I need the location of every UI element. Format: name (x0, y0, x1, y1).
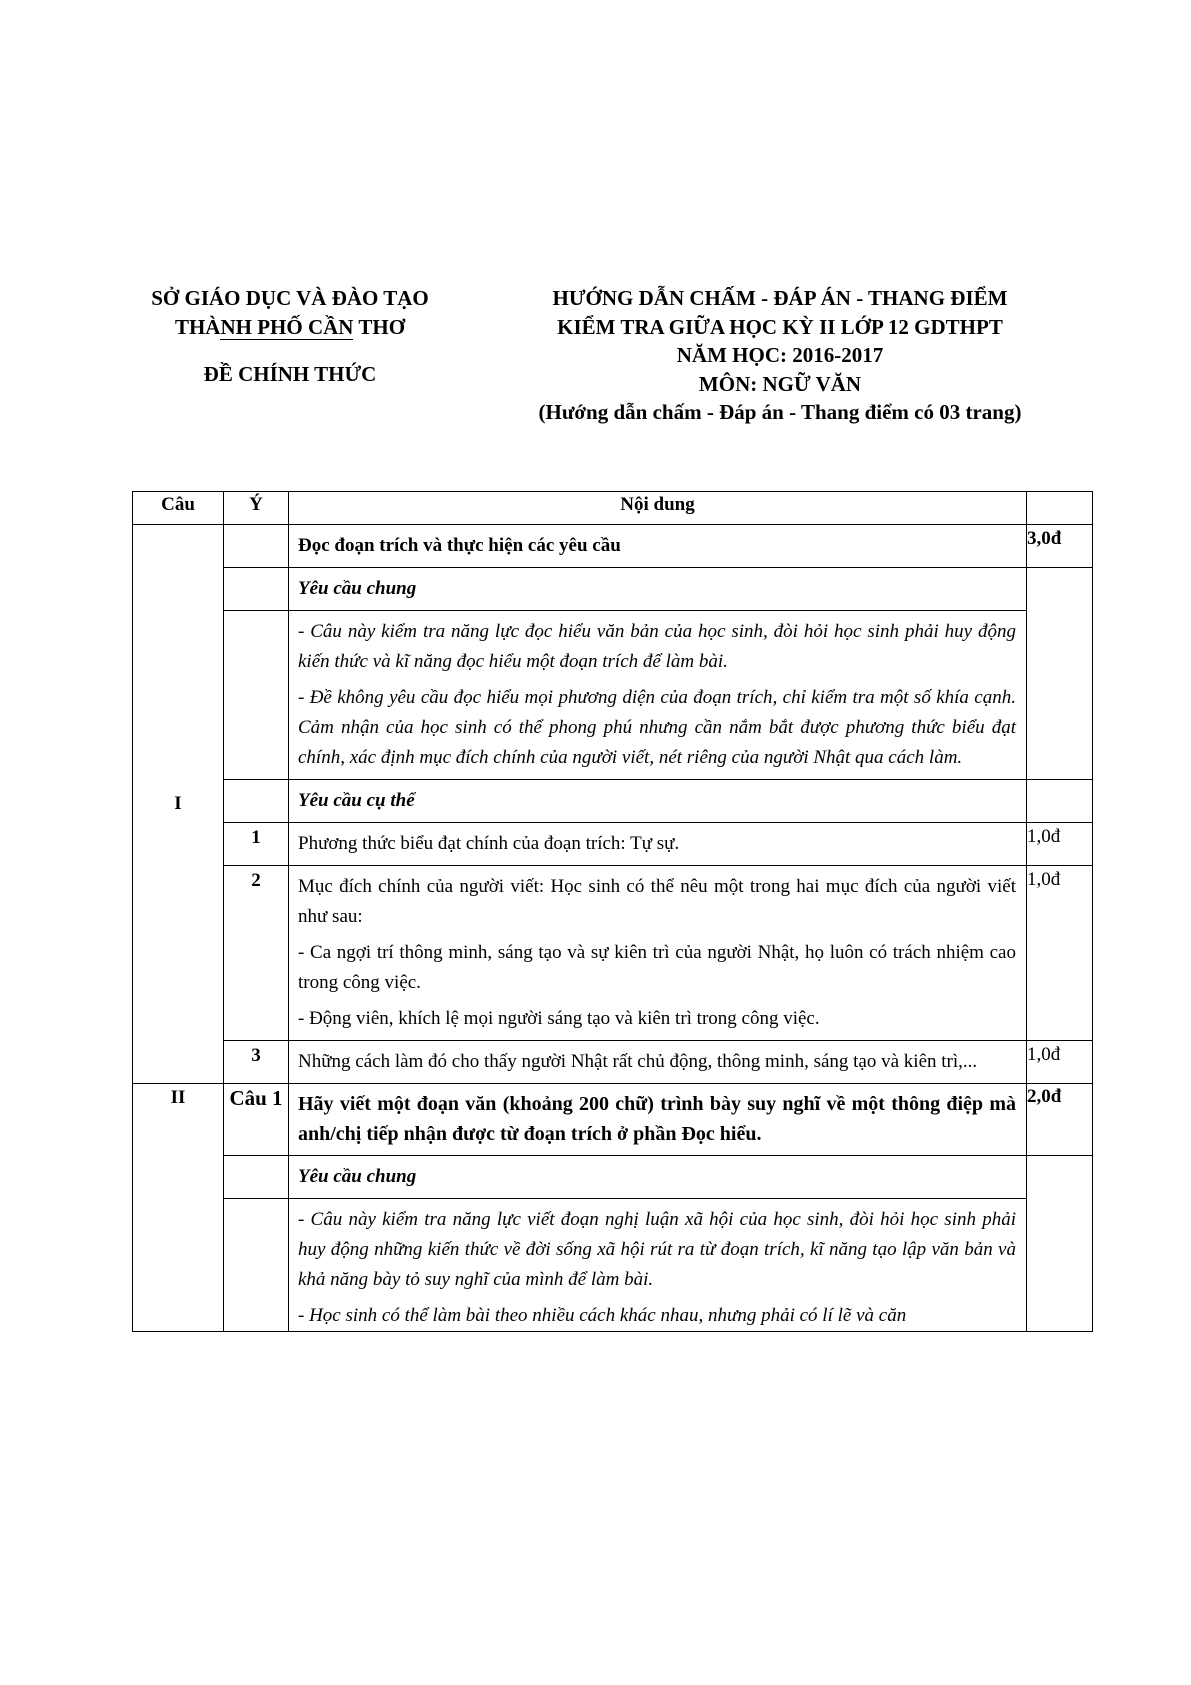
issuer-city-underlined: NH PHỐ CẦN (220, 315, 354, 339)
essay-question: Hãy viết một đoạn văn (khoảng 200 chữ) trình bày suy nghĩ về một thông điệp mà anh/chị tiếp nhận được từ đoạn trích ở phần Đọc hiểu. (298, 1092, 1016, 1145)
column-header-points (1027, 492, 1093, 525)
general-requirements (289, 1199, 1026, 1331)
official-label: ĐỀ CHÍNH THỨC (203, 362, 377, 386)
table-row (133, 1083, 1093, 1156)
general-requirements (289, 611, 1026, 779)
grading-table-part-2 (132, 1083, 1093, 1332)
subject: MÔN: NGỮ VĂN (698, 371, 862, 396)
points-value: 1,0đ (1027, 866, 1093, 1041)
document-title: HƯỚNG DẪN CHẤM - ĐÁP ÁN - THANG ĐIỂM (552, 286, 1008, 310)
document-title-block (490, 284, 1070, 427)
item-answer (289, 866, 1026, 1040)
points-value: 3,0đ (1027, 525, 1093, 568)
issuer-city-part: THƠ (353, 315, 406, 339)
column-header-noi-dung: Nội dung (620, 494, 695, 515)
section-heading: Yêu cầu chung (298, 578, 417, 599)
issuer-block (100, 284, 480, 389)
table-row (133, 611, 1093, 780)
item-answer: Phương thức biểu đạt chính của đoạn trích: Tự sự. (298, 833, 680, 854)
part-label: II (133, 1083, 224, 1332)
table-header-row (133, 492, 1093, 525)
table-row (133, 1041, 1093, 1084)
table-row (133, 823, 1093, 866)
question-number: Câu 1 (224, 1083, 289, 1156)
exam-name: KIỂM TRA GIỮA HỌC KỲ II LỚP 12 GDTHPT (557, 314, 1003, 339)
table-row (133, 780, 1093, 823)
column-header-cau: Câu (161, 494, 195, 515)
item-answer: Những cách làm đó cho thấy người Nhật rất chủ động, thông minh, sáng tạo và kiên trì,... (298, 1051, 978, 1072)
section-heading: Yêu cầu cụ thể (298, 790, 415, 811)
issuer-department: SỞ GIÁO DỤC VÀ ĐÀO TẠO (151, 286, 429, 310)
column-header-y: Ý (249, 494, 263, 515)
points-value: 1,0đ (1027, 823, 1093, 866)
issuer-city (100, 313, 480, 342)
item-number: 3 (224, 1041, 289, 1084)
school-year: NĂM HỌC: 2016-2017 (676, 343, 884, 367)
issuer-city-part: THÀ (174, 315, 221, 339)
requirement-paragraph: - Câu này kiểm tra năng lực viết đoạn nghị luận xã hội của học sinh, đòi hỏi học sinh phải huy động những kiến thức về đời sống xã hội rút ra từ đoạn trích, kĩ năng tạo lập văn bản và khả năng bày tỏ suy nghĩ của mình để làm bài. (298, 1208, 1016, 1290)
section-heading: Yêu cầu chung (298, 1165, 417, 1187)
requirement-paragraph: - Câu này kiểm tra năng lực đọc hiểu văn bản của học sinh, đòi hỏi học sinh phải huy động kiến thức và kĩ năng đọc hiểu một đoạn trích để làm bài. (298, 621, 1016, 672)
requirement-paragraph: - Đề không yêu cầu đọc hiểu mọi phương diện của đoạn trích, chỉ kiểm tra một số khía cạnh. Cảm nhận của học sinh có thể phong phú nhưng cần nắm bắt được phương thức biểu đạt chính, xác định mục đích chính của người viết, nét riêng của người Nhật qua cách làm. (298, 687, 1016, 768)
requirement-paragraph: - Học sinh có thể làm bài theo nhiều cách khác nhau, nhưng phải có lí lẽ và căn (298, 1304, 907, 1326)
points-value: 2,0đ (1027, 1083, 1093, 1156)
page-count-note: (Hướng dẫn chấm - Đáp án - Thang điểm có 03 trang) (538, 400, 1022, 424)
table-row (133, 1198, 1093, 1331)
answer-paragraph: Mục đích chính của người viết: Học sinh có thể nêu một trong hai mục đích của người viết như sau: (298, 876, 1016, 927)
item-number: 2 (224, 866, 289, 1041)
table-row (133, 866, 1093, 1041)
answer-paragraph: - Động viên, khích lệ mọi người sáng tạo và kiên trì trong công việc. (298, 1008, 820, 1029)
grading-table (132, 491, 1093, 1084)
points-value: 1,0đ (1027, 1041, 1093, 1084)
table-row (133, 525, 1093, 568)
table-row (133, 568, 1093, 611)
answer-paragraph: - Ca ngợi trí thông minh, sáng tạo và sự kiên trì của người Nhật, họ luôn có trách nhiệm cao trong công việc. (298, 942, 1016, 993)
item-number: 1 (224, 823, 289, 866)
part-label: I (133, 525, 224, 1084)
part-intro: Đọc đoạn trích và thực hiện các yêu cầu (298, 535, 621, 556)
table-row (133, 1155, 1093, 1198)
